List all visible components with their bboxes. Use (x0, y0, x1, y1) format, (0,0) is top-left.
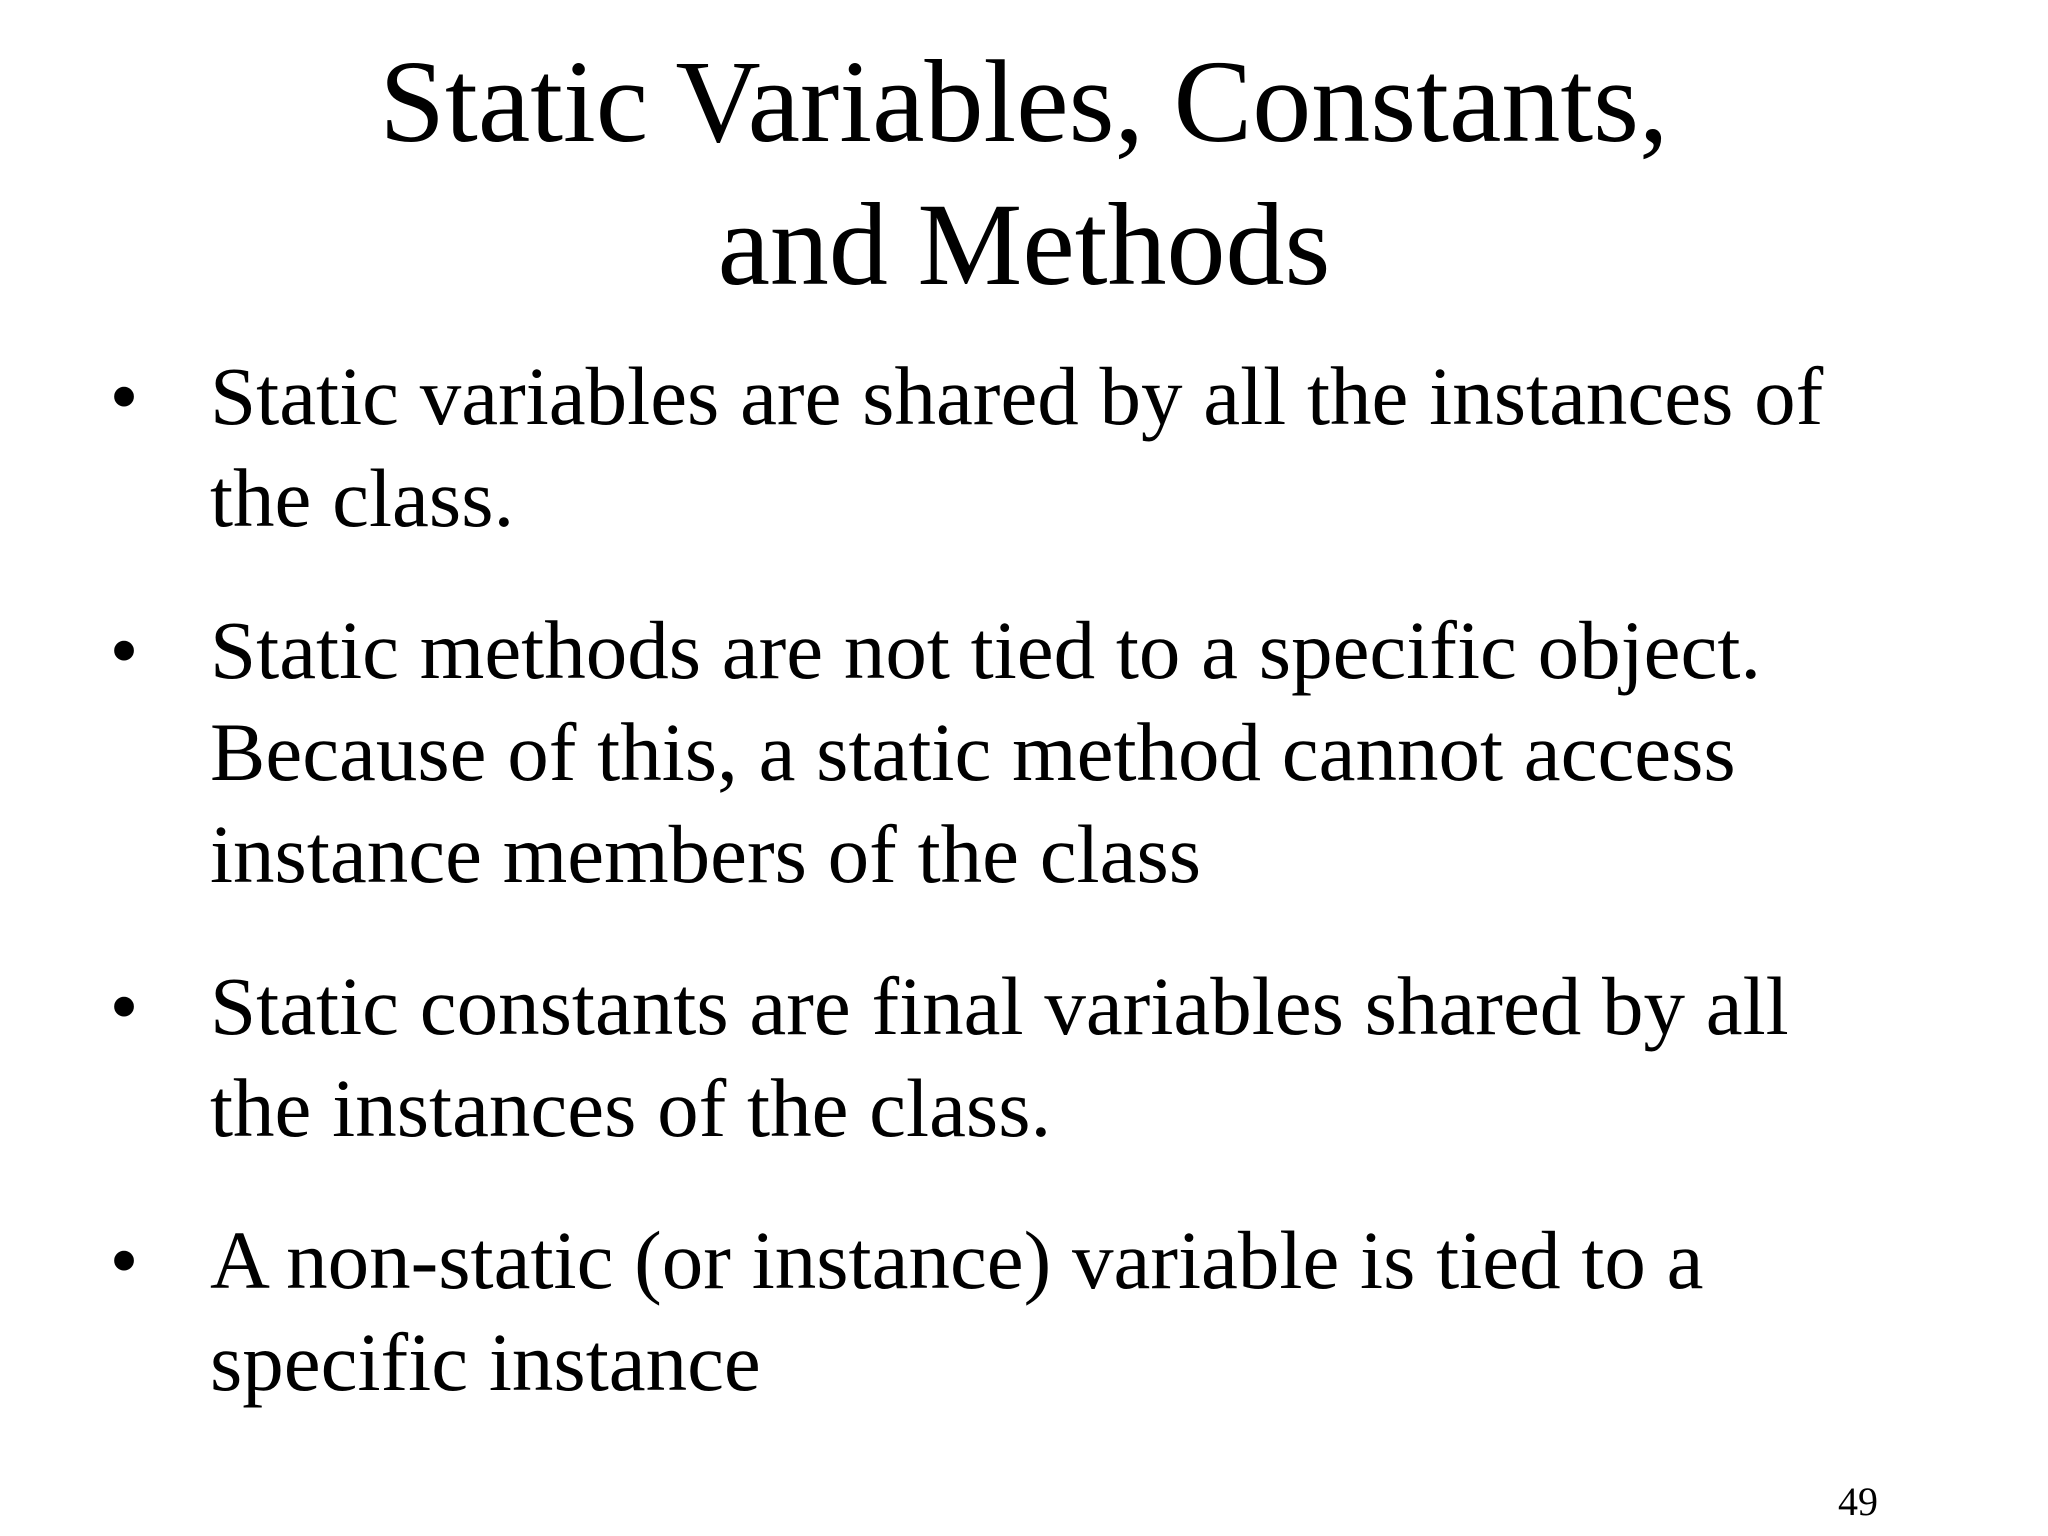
bullet-line: the class. (210, 452, 515, 544)
bullet-line: Static methods are not tied to a specific object. (210, 604, 1762, 696)
bullet-line: Static variables are shared by all the instances of (210, 350, 1824, 442)
bullet-item-1 (0, 345, 2048, 549)
slide-title (0, 30, 2048, 316)
bullet-text (210, 955, 1968, 1159)
bullet-line: A non-static (or instance) variable is tied to a (210, 1214, 1704, 1306)
bullet-line: Because of this, a static method cannot access (210, 706, 1736, 798)
bullet-text (210, 345, 1968, 549)
bullet-text (210, 1209, 1968, 1413)
bullet-item-4 (0, 1209, 2048, 1413)
bullet-icon: • (109, 350, 139, 442)
bullet-icon: • (109, 604, 139, 696)
bullet-list (0, 345, 2048, 1463)
bullet-item-3 (0, 955, 2048, 1159)
bullet-line: instance members of the class (210, 808, 1202, 900)
title-line-2: and Methods (717, 179, 1331, 310)
title-line-1: Static Variables, Constants, (379, 36, 1669, 167)
bullet-line: specific instance (210, 1316, 761, 1408)
bullet-icon: • (109, 1214, 139, 1306)
bullet-text (210, 599, 1968, 905)
page-number: 49 (1838, 1479, 1878, 1524)
bullet-line: the instances of the class. (210, 1062, 1052, 1154)
bullet-line: Static constants are final variables shared by all (210, 960, 1789, 1052)
bullet-icon: • (109, 960, 139, 1052)
bullet-item-2 (0, 599, 2048, 905)
